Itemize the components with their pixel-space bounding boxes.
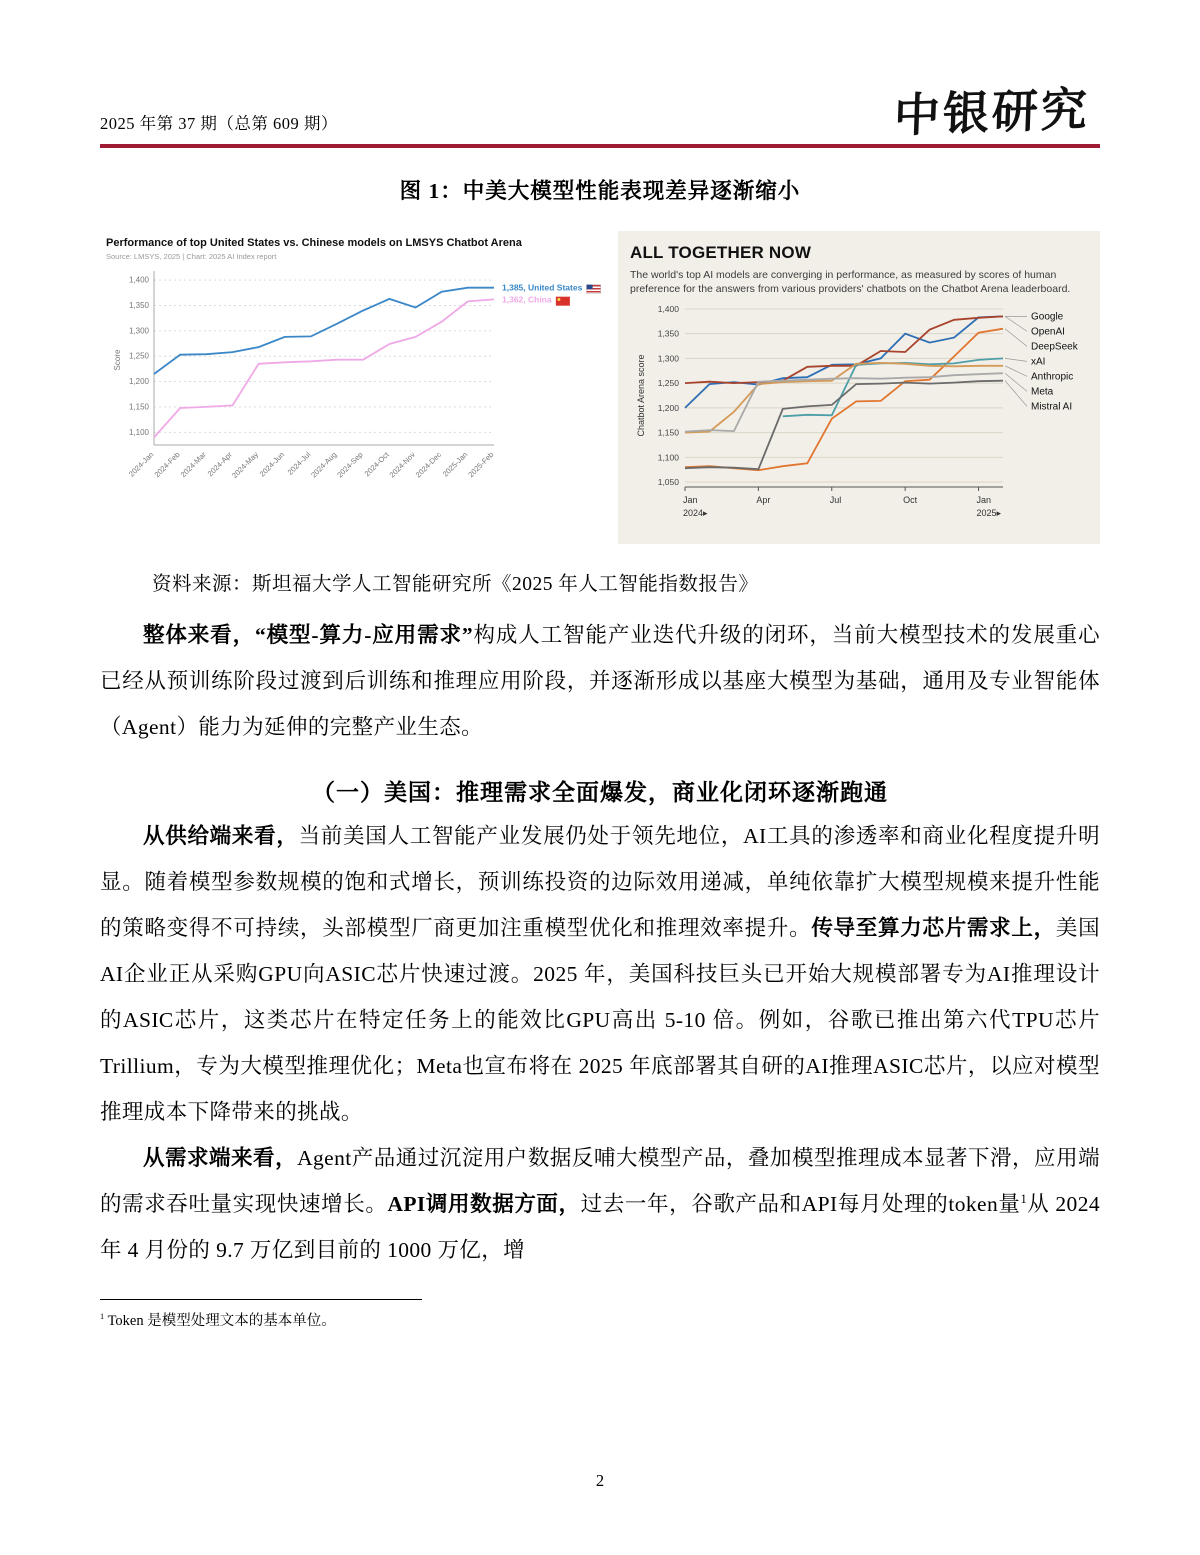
source-note: 资料来源：斯坦福大学人工智能研究所《2025 年人工智能指数报告》 [152, 574, 759, 596]
svg-text:2024-Jul: 2024-Jul [285, 450, 313, 477]
svg-text:2025-Feb: 2025-Feb [466, 450, 496, 480]
svg-text:1,200: 1,200 [657, 403, 679, 414]
section-heading: （一）美国：推理需求全面爆发，商业化闭环逐渐跑通 [312, 780, 888, 806]
svg-text:Meta: Meta [1031, 386, 1054, 398]
svg-text:2024-Aug: 2024-Aug [309, 450, 339, 480]
figure-title: 图 1：中美大模型性能表现差异逐渐缩小 [399, 179, 801, 203]
page-header [100, 0, 1100, 142]
footnote-divider [100, 1299, 422, 1300]
brand-logo: 中银研究 [893, 83, 1091, 142]
svg-text:Oct: Oct [903, 495, 918, 506]
chart-all-together-now [618, 231, 1100, 544]
svg-text:1,050: 1,050 [657, 477, 679, 488]
svg-text:Jan: Jan [683, 495, 698, 506]
svg-text:1,150: 1,150 [657, 427, 679, 438]
paragraph-supply-side: 从供给端来看，当前美国人工智能产业发展仍处于领先地位，AI工具的渗透率和商业化程度提升明显。随着模型参数规模的饱和式增长，预训练投资的边际效用递减，单纯依靠扩大模型规模来提升性能的策略变得不可持续，头部模型厂商更加注重模型优化和推理效率提升。传导至算力芯片需求上，美国AI企业正从采购GPU向ASIC芯片快速过渡。2025 年，美国科技巨头已开始大规模部署专为AI推理设计的ASIC芯片，这类芯片在特定任务上的能效比GPU高出 5-10 倍。例如，谷歌已推出第六代TPU芯片Trillium，专为大模型推理优化；Meta也宣布将在 2025 年底部署其自研的AI推理ASIC芯片，以应对模型推理成本下降带来的挑战。 [100, 824, 1100, 1125]
svg-text:2024-Dec: 2024-Dec [413, 450, 444, 480]
svg-text:2024-Sep: 2024-Sep [335, 450, 365, 480]
svg-text:Chatbot Arena score: Chatbot Arena score [636, 354, 646, 437]
svg-text:1,100: 1,100 [657, 452, 679, 463]
svg-text:2024-Jun: 2024-Jun [257, 450, 287, 479]
paragraph-overview: 整体来看，“模型-算力-应用需求”构成人工智能产业迭代升级的闭环，当前大模型技术的发展重心已经从预训练阶段过渡到后训练和推理应用阶段，并逐渐形成以基座大模型为基础，通用及专业智能体（Agent）能力为延伸的完整产业生态。 [100, 623, 1100, 740]
svg-text:xAI: xAI [1031, 356, 1046, 368]
svg-text:1,350: 1,350 [657, 329, 679, 340]
svg-text:1,250: 1,250 [657, 378, 679, 389]
header-rule [100, 144, 1100, 148]
issue-label: 2025 年第 37 期（总第 609 期） [100, 114, 338, 133]
chart2-subtitle: The world's top AI models are converging in performance, as measured by scores of human preference for the answers from various providers' chatbots on the Chatbot Arena leaderboard. [630, 269, 1071, 296]
svg-text:2024-Mar: 2024-Mar [178, 450, 208, 480]
us-china-line-chart [106, 261, 605, 523]
footnote: $^1$ Token 是模型处理文本的基本单位。 [100, 1312, 336, 1330]
svg-text:1,100: 1,100 [128, 427, 149, 437]
svg-text:1,150: 1,150 [128, 402, 149, 412]
svg-text:Anthropic: Anthropic [1031, 371, 1074, 383]
svg-text:2024-Feb: 2024-Feb [152, 450, 182, 480]
svg-text:Score: Score [113, 349, 122, 371]
svg-text:DeepSeek: DeepSeek [1031, 341, 1078, 353]
svg-text:1,362, China: 1,362, China [502, 294, 552, 305]
chart2-title: ALL TOGETHER NOW [630, 243, 812, 262]
svg-text:OpenAI: OpenAI [1031, 326, 1065, 338]
svg-text:Mistral AI: Mistral AI [1031, 401, 1073, 413]
svg-text:1,300: 1,300 [657, 353, 679, 364]
svg-text:Jul: Jul [829, 495, 842, 506]
svg-text:2024-Nov: 2024-Nov [387, 450, 417, 480]
svg-text:Jan: Jan [976, 495, 992, 506]
page-number: 2 [595, 1471, 605, 1490]
svg-text:2024-May: 2024-May [230, 450, 261, 481]
svg-text:2024-Oct: 2024-Oct [362, 450, 391, 479]
figure-charts [100, 231, 1100, 544]
svg-text:1,300: 1,300 [128, 326, 149, 336]
chart-us-vs-china [100, 231, 605, 523]
paragraph-demand-side: 从需求端来看，Agent产品通过沉淀用户数据反哺大模型产品，叠加模型推理成本显著下滑，应用端的需求吞吐量实现快速增长。API调用数据方面，过去一年，谷歌产品和API每月处理的token量$^1$从 2024 年 4 月份的 9.7 万亿到目前的 1000 万亿，增 [100, 1146, 1100, 1263]
svg-text:1,400: 1,400 [128, 275, 149, 285]
svg-text:1,400: 1,400 [657, 304, 679, 315]
svg-text:1,350: 1,350 [128, 300, 149, 310]
svg-text:1,250: 1,250 [128, 351, 149, 361]
svg-text:2024-Jan: 2024-Jan [126, 450, 156, 479]
svg-text:Google: Google [1031, 311, 1064, 323]
svg-text:2024▸: 2024▸ [683, 508, 708, 519]
svg-text:2024-Apr: 2024-Apr [205, 450, 234, 479]
chart1-title: Performance of top United States vs. Chinese models on LMSYS Chatbot Arena [106, 237, 522, 249]
chatbot-arena-line-chart [630, 296, 1088, 538]
svg-text:2025-Jan: 2025-Jan [440, 450, 470, 479]
svg-text:Apr: Apr [756, 495, 771, 506]
svg-text:1,200: 1,200 [128, 377, 149, 387]
svg-text:2025▸: 2025▸ [976, 508, 1002, 519]
svg-text:1,385, United States: 1,385, United States [502, 282, 583, 293]
chart1-source: Source: LMSYS, 2025 | Chart: 2025 AI Index report [106, 252, 277, 261]
